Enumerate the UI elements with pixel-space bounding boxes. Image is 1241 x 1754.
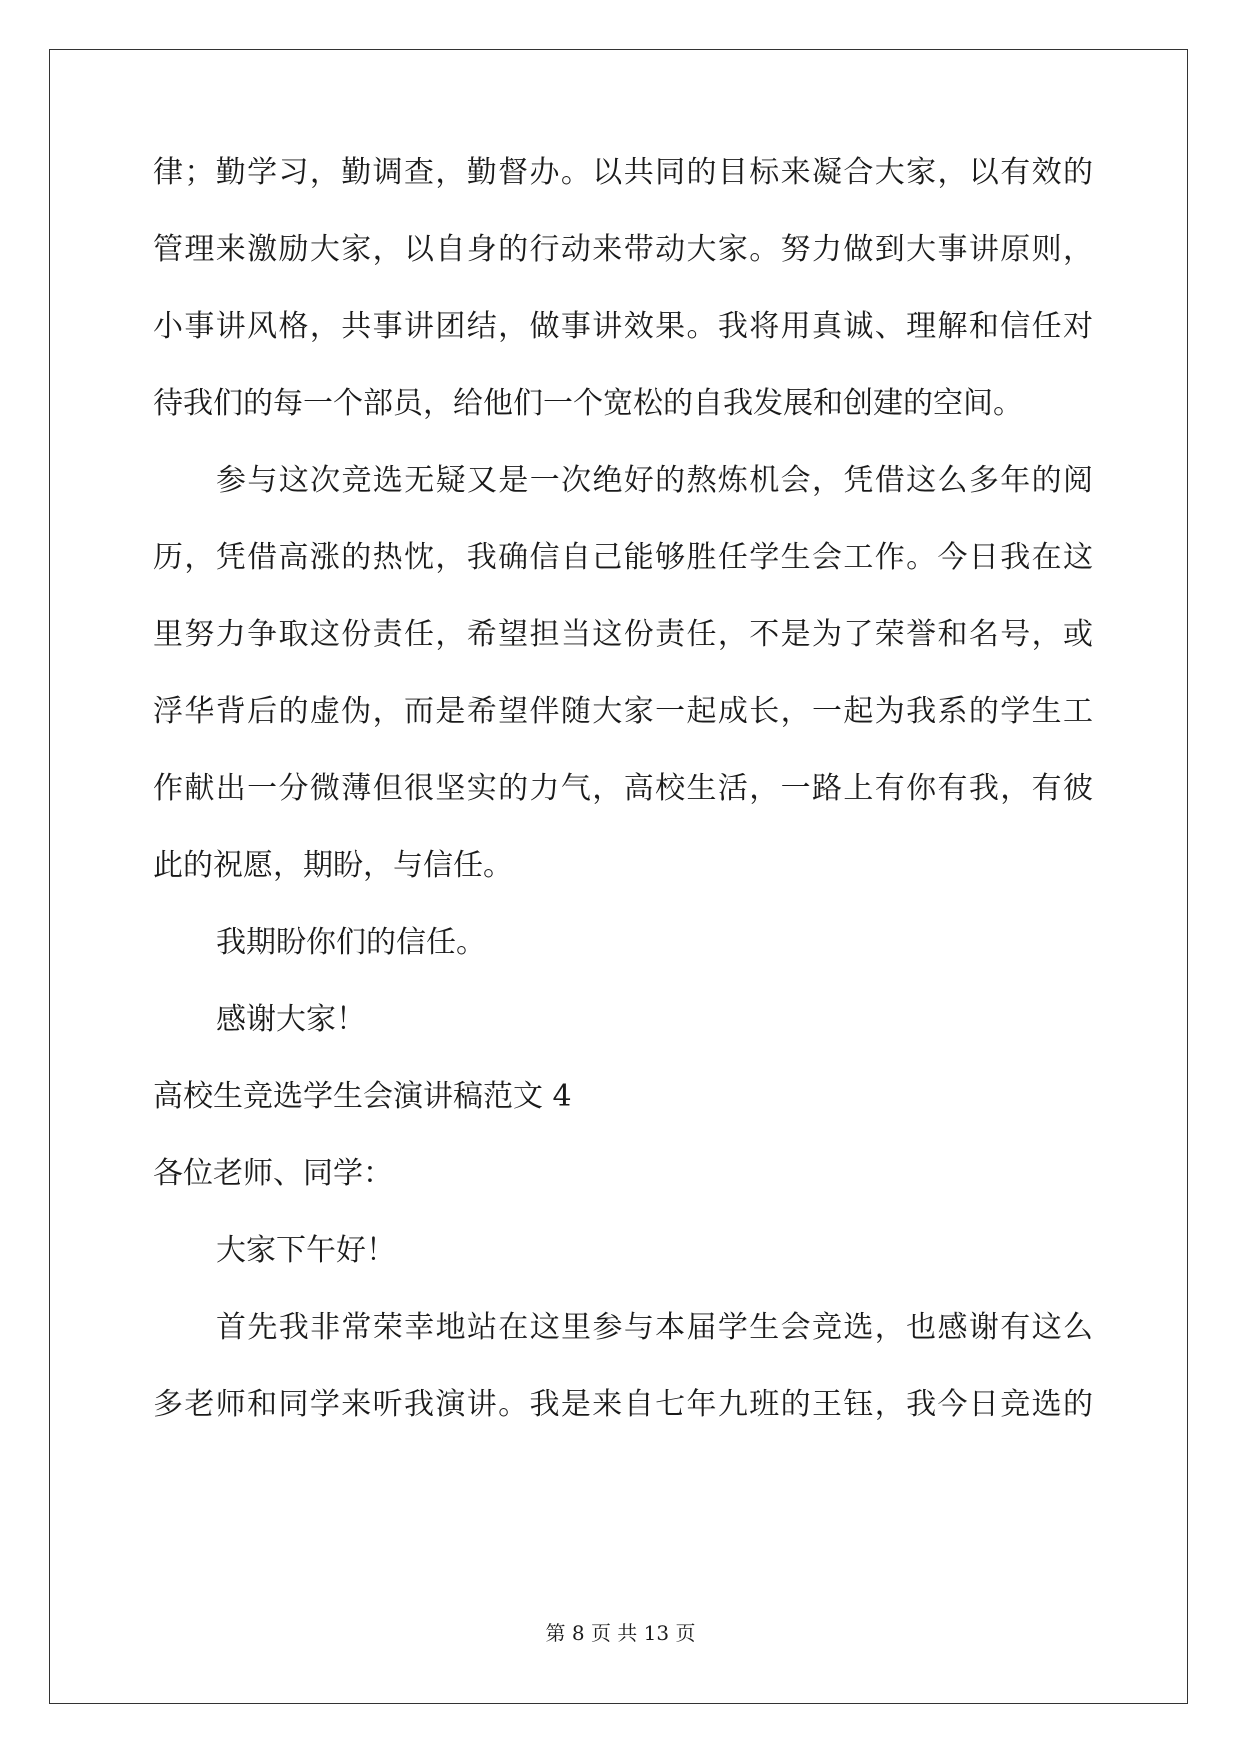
body-line-3: 小事讲风格，共事讲团结，做事讲效果。我将用真诚、理解和信任对 (153, 309, 1093, 344)
greeting: 大家下午好！ (216, 1233, 396, 1268)
body-line-7: 里努力争取这份责任，希望担当这份责任，不是为了荣誉和名号，或 (153, 617, 1093, 652)
section-heading: 高校生竞选学生会演讲稿范文 4 (153, 1079, 572, 1114)
body-line-1: 律；勤学习，勤调查，勤督办。以共同的目标来凝合大家，以有效的 (153, 155, 1093, 190)
body-line-6: 历，凭借高涨的热忱，我确信自己能够胜任学生会工作。今日我在这 (153, 540, 1093, 575)
body-line-4: 待我们的每一个部员，给他们一个宽松的自我发展和创建的空间。 (153, 386, 1023, 421)
body-line-10: 此的祝愿，期盼，与信任。 (153, 848, 513, 883)
body-line-16: 首先我非常荣幸地站在这里参与本届学生会竞选，也感谢有这么 (216, 1310, 1093, 1345)
salutation: 各位老师、同学： (153, 1156, 393, 1191)
body-line-17: 多老师和同学来听我演讲。我是来自七年九班的王钰，我今日竞选的 (153, 1387, 1093, 1422)
body-line-12: 感谢大家！ (216, 1002, 366, 1037)
body-line-9: 作献出一分微薄但很坚实的力气，高校生活，一路上有你有我，有彼 (153, 771, 1093, 806)
body-line-2: 管理来激励大家，以自身的行动来带动大家。努力做到大事讲原则， (153, 232, 1093, 267)
body-line-5: 参与这次竞选无疑又是一次绝好的熬炼机会，凭借这么多年的阅 (216, 463, 1093, 498)
body-line-11: 我期盼你们的信任。 (216, 925, 486, 960)
page-number-footer: 第 8 页 共 13 页 (545, 1621, 696, 1645)
body-line-8: 浮华背后的虚伪，而是希望伴随大家一起成长，一起为我系的学生工 (153, 694, 1093, 729)
